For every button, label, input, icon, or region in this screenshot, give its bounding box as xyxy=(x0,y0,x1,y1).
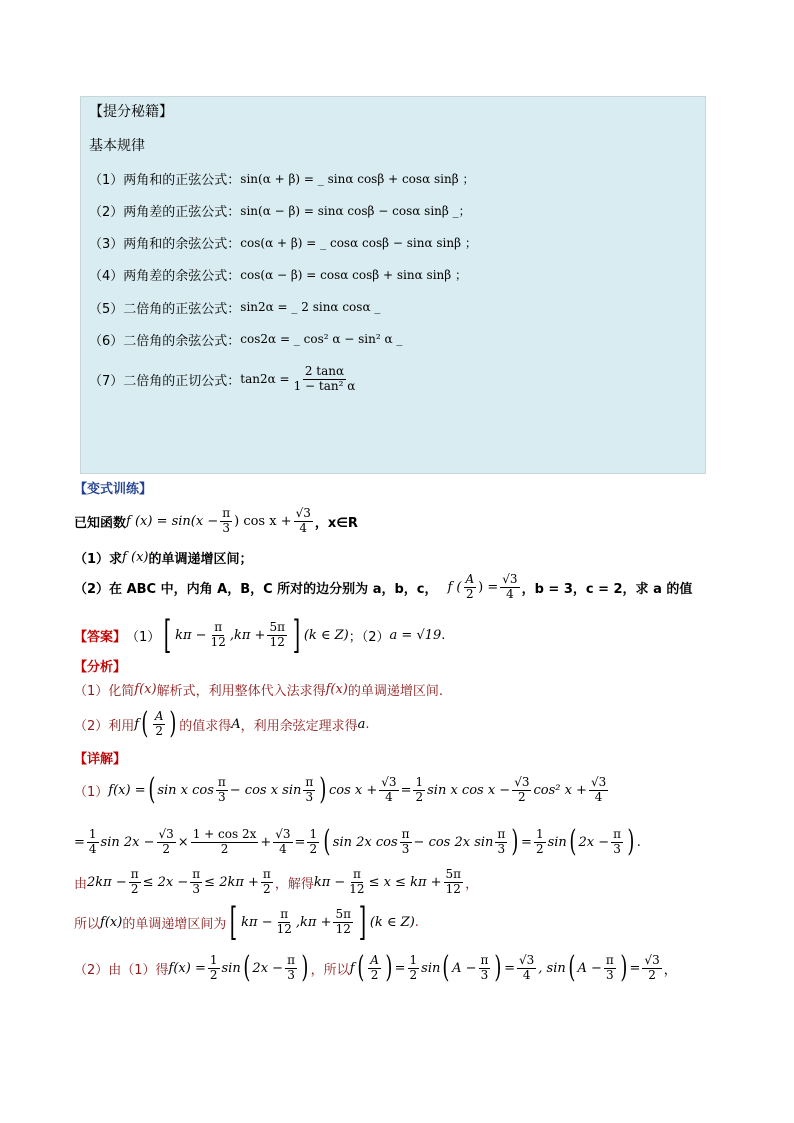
formula-text: cos2α = _ cos² α − sin² α _ xyxy=(240,332,403,346)
formula-text: cos(α − β) = cosα cosβ + sinα sinβ ； xyxy=(240,267,468,282)
question-2: （2）在 ABC 中，内角 A，B，C 所对的边分别为 a，b，c， f ( $\frac{A}{2}$ ) = $\frac{√3}{4}$ ，b = 3，c = 2，求 a 的值 xyxy=(74,571,693,601)
detail-line-4: 所以 f(x) 的单调递增区间为 [ kπ − $\frac{\pi}{12}$ ,kπ + $\frac{5\pi}{12}$ ] (k ∈ Z) . xyxy=(74,900,419,944)
tips-title: 【提分秘籍】 xyxy=(89,104,173,120)
pi-over-3: $\frac{\pi}{3}$ xyxy=(222,505,231,535)
formula-text: sin(α + β) = _ sinα cosβ + cosα sinβ ； xyxy=(240,171,475,186)
detail-line-1: （1） f(x) = ( sin x cos $\frac{\pi}{3}$ − cos x sin $\frac{\pi}{3}$ ) cos x + $\frac{√3}{4}$ = $\frac{1}{2}$ sin x cos x − $\frac{√3}{2}$ cos² x + $\frac{√3}{4}$ xyxy=(74,772,607,807)
formula-label: （4）两角差的余弦公式： xyxy=(89,268,241,284)
formula-text: sin(α − β) = sinα cosβ − cosα sinβ _； xyxy=(240,203,471,218)
formula-row xyxy=(89,359,359,399)
formula-row xyxy=(89,167,474,189)
tips-box xyxy=(80,96,706,474)
formula-label: （7）二倍角的正切公式： xyxy=(89,373,241,389)
exercise-heading: 【变式训练】 xyxy=(74,482,153,497)
question-1: （1）求 f (x) 的单调递增区间； xyxy=(74,550,253,567)
answer-line: 【答案】 （1） [ kπ − $\frac{\pi}{12}$ ,kπ + $\frac{5\pi}{12}$ ] (k ∈ Z) ；（2） a = √19 . xyxy=(74,613,446,657)
answer-label: 【答案】 xyxy=(74,629,127,645)
tips-subtitle: 基本规律 xyxy=(89,138,145,154)
analysis-line-2: （2）利用 f ( $\frac{A}{2}$ ) 的值求得 A ，利用余弦定理求得 a . xyxy=(74,706,370,741)
formula-text: cos(α + β) = _ cosα cosβ − sinα sinβ ； xyxy=(240,235,477,250)
tan-fraction: $\frac{2 \tan\alpha}{\text{1 − tan² α}}$ xyxy=(293,363,356,393)
formula-text: tan2α = xyxy=(240,372,290,386)
detail-line-3: 由 2kπ − $\frac{\pi}{2}$ ≤ 2x − $\frac{\pi}{3}$ ≤ 2kπ + $\frac{\pi}{2}$ ，解得 kπ − $\frac{\pi}{12}$ ≤ x ≤ kπ + $\frac{5\pi}{12}$ ， xyxy=(74,866,479,896)
formula-row xyxy=(89,296,380,318)
detail-line-2: = $\frac{1}{4}$ sin 2x − $\frac{√3}{2}$ × $\frac{1 + \cos 2x}{2}$ + $\frac{√3}{4}$ = $\frac{1}{2}$ ( sin 2x cos $\frac{\pi}{3}$ − cos 2x sin $\frac{\pi}{3}$ ) = $\frac{1}{2}$ sin ( 2x − $\frac{\pi}{3}$ ) . xyxy=(74,824,641,859)
formula-row xyxy=(89,199,471,221)
detail-label: 【详解】 xyxy=(74,752,127,767)
formula-label: （5）二倍角的正弦公式： xyxy=(89,301,241,317)
formula-label: （1）两角和的正弦公式： xyxy=(89,172,241,188)
formula-row xyxy=(89,231,477,253)
exercise-intro: 已知函数 f (x) = sin(x − $\frac{\pi}{3}$ ) cos x + $\frac{√3}{4}$ ，x∈R xyxy=(74,505,358,535)
formula-label: （2）两角差的正弦公式： xyxy=(89,204,241,220)
analysis-line-1: （1）化简 f(x) 解析式，利用整体代入法求得 f(x) 的单调递增区间. xyxy=(74,681,444,699)
sqrt3-over-4: $\frac{√3}{4}$ xyxy=(295,505,311,535)
analysis-label: 【分析】 xyxy=(74,660,127,675)
detail-line-5: （2）由（1）得 f(x) = $\frac{1}{2}$ sin ( 2x − $\frac{\pi}{3}$ ) ，所以 f ( $\frac{A}{2}$ ) = $\frac{1}{2}$ sin ( A − $\frac{\pi}{3}$ ) = $\frac{√3}{4}$ , sin ( A − $\frac{\pi}{3}$ ) = $\frac{√3}{2}$ ， xyxy=(74,950,677,985)
formula-label: （6）二倍角的余弦公式： xyxy=(89,333,241,349)
formula-text: sin2α = _ 2 sinα cosα _ xyxy=(240,300,381,314)
formula-label: （3）两角和的余弦公式： xyxy=(89,236,241,252)
formula-row xyxy=(89,328,402,350)
formula-row xyxy=(89,263,467,285)
